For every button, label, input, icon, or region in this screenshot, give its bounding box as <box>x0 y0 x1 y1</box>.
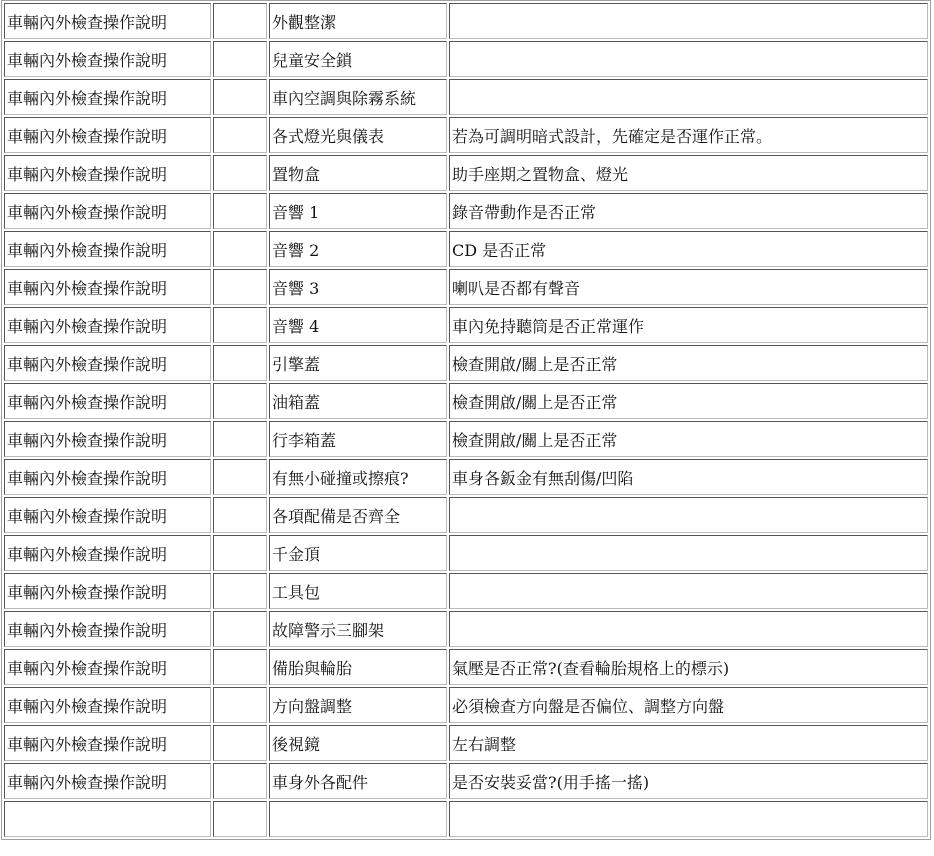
note-cell <box>449 497 928 533</box>
table-row <box>4 725 928 761</box>
item-cell: 工具包 <box>269 573 447 609</box>
note-cell <box>449 79 928 115</box>
note-cell: 助手座期之置物盒、燈光 <box>449 155 928 191</box>
blank-cell <box>213 41 267 77</box>
blank-cell <box>213 611 267 647</box>
category-cell: 車輛內外檢查操作說明 <box>4 763 211 799</box>
blank-cell <box>213 573 267 609</box>
inspection-table-body <box>4 3 928 837</box>
blank-cell <box>213 79 267 115</box>
note-cell: CD 是否正常 <box>449 231 928 267</box>
category-cell: 車輛內外檢查操作說明 <box>4 497 211 533</box>
item-cell: 方向盤調整 <box>269 687 447 723</box>
table-row <box>4 117 928 153</box>
note-cell: 左右調整 <box>449 725 928 761</box>
blank-cell <box>213 649 267 685</box>
table-row <box>4 535 928 571</box>
item-cell: 後視鏡 <box>269 725 447 761</box>
blank-cell <box>213 231 267 267</box>
category-cell: 車輛內外檢查操作說明 <box>4 155 211 191</box>
item-cell: 音響 3 <box>269 269 447 305</box>
item-cell: 故障警示三腳架 <box>269 611 447 647</box>
item-cell: 音響 2 <box>269 231 447 267</box>
item-cell: 音響 1 <box>269 193 447 229</box>
note-cell: 檢查開啟/關上是否正常 <box>449 345 928 381</box>
note-cell: 車身各鈑金有無刮傷/凹陷 <box>449 459 928 495</box>
category-cell: 車輛內外檢查操作說明 <box>4 573 211 609</box>
category-cell: 車輛內外檢查操作說明 <box>4 193 211 229</box>
table-row <box>4 649 928 685</box>
item-cell: 車身外各配件 <box>269 763 447 799</box>
category-cell: 車輛內外檢查操作說明 <box>4 649 211 685</box>
table-row <box>4 231 928 267</box>
table-row <box>4 421 928 457</box>
category-cell: 車輛內外檢查操作說明 <box>4 611 211 647</box>
item-cell: 各式燈光與儀表 <box>269 117 447 153</box>
category-cell: 車輛內外檢查操作說明 <box>4 345 211 381</box>
blank-cell <box>213 345 267 381</box>
note-cell: 必須檢查方向盤是否偏位、調整方向盤 <box>449 687 928 723</box>
item-cell: 置物盒 <box>269 155 447 191</box>
category-cell: 車輛內外檢查操作說明 <box>4 687 211 723</box>
note-cell <box>449 801 928 837</box>
note-cell <box>449 3 928 39</box>
note-cell: 檢查開啟/關上是否正常 <box>449 383 928 419</box>
note-cell: 檢查開啟/關上是否正常 <box>449 421 928 457</box>
item-cell: 音響 4 <box>269 307 447 343</box>
blank-cell <box>213 421 267 457</box>
blank-cell <box>213 801 267 837</box>
table-row <box>4 269 928 305</box>
note-cell: 車內免持聽筒是否正常運作 <box>449 307 928 343</box>
note-cell: 錄音帶動作是否正常 <box>449 193 928 229</box>
note-cell <box>449 573 928 609</box>
blank-cell <box>213 117 267 153</box>
table-row <box>4 41 928 77</box>
table-row <box>4 193 928 229</box>
table-row <box>4 3 928 39</box>
table-row <box>4 383 928 419</box>
blank-cell <box>213 459 267 495</box>
category-cell: 車輛內外檢查操作說明 <box>4 3 211 39</box>
blank-cell <box>213 3 267 39</box>
table-row <box>4 763 928 799</box>
table-row <box>4 459 928 495</box>
note-cell <box>449 41 928 77</box>
blank-cell <box>213 307 267 343</box>
table-row <box>4 687 928 723</box>
blank-cell <box>213 535 267 571</box>
category-cell: 車輛內外檢查操作說明 <box>4 383 211 419</box>
blank-cell <box>213 687 267 723</box>
category-cell: 車輛內外檢查操作說明 <box>4 269 211 305</box>
blank-cell <box>213 763 267 799</box>
table-row <box>4 79 928 115</box>
note-cell <box>449 535 928 571</box>
table-row <box>4 345 928 381</box>
table-row <box>4 497 928 533</box>
category-cell: 車輛內外檢查操作說明 <box>4 79 211 115</box>
note-cell <box>449 611 928 647</box>
inspection-table <box>1 0 931 840</box>
blank-cell <box>213 725 267 761</box>
category-cell: 車輛內外檢查操作說明 <box>4 231 211 267</box>
category-cell: 車輛內外檢查操作說明 <box>4 725 211 761</box>
item-cell: 有無小碰撞或擦痕? <box>269 459 447 495</box>
table-row <box>4 307 928 343</box>
blank-cell <box>213 383 267 419</box>
blank-cell <box>213 155 267 191</box>
item-cell: 引擎蓋 <box>269 345 447 381</box>
blank-cell <box>213 193 267 229</box>
category-cell <box>4 801 211 837</box>
note-cell: 若為可調明暗式設計，先確定是否運作正常。 <box>449 117 928 153</box>
table-row <box>4 573 928 609</box>
category-cell: 車輛內外檢查操作說明 <box>4 117 211 153</box>
blank-cell <box>213 269 267 305</box>
item-cell <box>269 801 447 837</box>
item-cell: 兒童安全鎖 <box>269 41 447 77</box>
category-cell: 車輛內外檢查操作說明 <box>4 41 211 77</box>
item-cell: 外觀整潔 <box>269 3 447 39</box>
item-cell: 各項配備是否齊全 <box>269 497 447 533</box>
note-cell: 是否安裝妥當?(用手搖一搖) <box>449 763 928 799</box>
note-cell: 氣壓是否正常?(查看輪胎規格上的標示) <box>449 649 928 685</box>
table-row <box>4 611 928 647</box>
category-cell: 車輛內外檢查操作說明 <box>4 535 211 571</box>
item-cell: 油箱蓋 <box>269 383 447 419</box>
table-row <box>4 801 928 837</box>
item-cell: 備胎與輪胎 <box>269 649 447 685</box>
blank-cell <box>213 497 267 533</box>
item-cell: 千金頂 <box>269 535 447 571</box>
note-cell: 喇叭是否都有聲音 <box>449 269 928 305</box>
category-cell: 車輛內外檢查操作說明 <box>4 307 211 343</box>
category-cell: 車輛內外檢查操作說明 <box>4 459 211 495</box>
category-cell: 車輛內外檢查操作說明 <box>4 421 211 457</box>
item-cell: 車內空調與除霧系統 <box>269 79 447 115</box>
item-cell: 行李箱蓋 <box>269 421 447 457</box>
table-row <box>4 155 928 191</box>
